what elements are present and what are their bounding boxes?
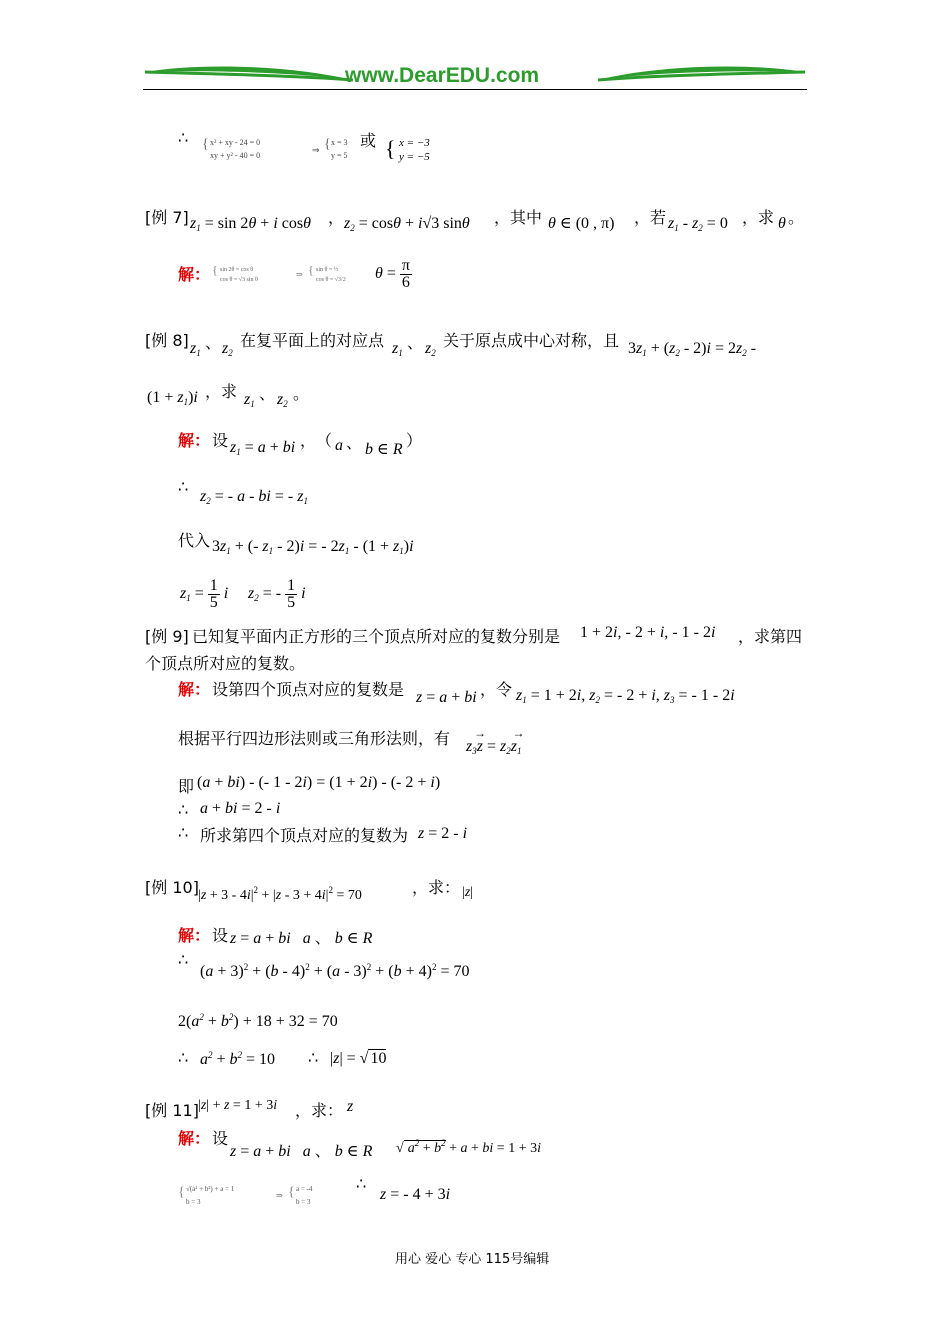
svg-text:xy + y² - 40 = 0: xy + y² - 40 = 0 — [210, 151, 261, 160]
ex7-label: [例 7] — [145, 208, 189, 227]
ex10-therefore-3: ∴ — [308, 1048, 319, 1067]
ex8-z1-answer: $z_1$ = $\frac{1}{5}$ i — [180, 577, 229, 611]
header-rule — [143, 89, 807, 90]
ex10-sum-squares: $a^2 + b^2 = 10$ — [200, 1050, 276, 1068]
ex11-therefore: ∴ — [356, 1174, 367, 1193]
ex8-a-var: a — [335, 437, 343, 454]
svg-text:y = 5: y = 5 — [331, 151, 348, 160]
ex8-f1-num: 1 — [209, 577, 218, 594]
ex9-rule-line: 根据平行四边形法则或三角形法则，有 — [178, 729, 451, 748]
svg-text:b = 3: b = 3 — [296, 1198, 311, 1206]
ex7-period: 。 — [788, 208, 805, 227]
ex8-equation-part1: $3z_1 + (z_2 - 2)i = 2z_2$ - — [628, 340, 757, 358]
svg-text:√(a² + b²) + a = 1: √(a² + b²) + a = 1 — [186, 1185, 235, 1193]
ex11-qiu: ，求： — [295, 1101, 344, 1120]
ex11-given: |z| + z = 1 + 3i — [198, 1098, 278, 1113]
ex7-theta-den: 6 — [401, 274, 410, 291]
ex8-dairu: 代入 — [178, 531, 211, 550]
ex9-compute: (a + bi) - (- 1 - 2i) = (1 + 2i) - (- 2 + i) — [197, 774, 441, 791]
ex7-comma: ， — [328, 208, 345, 227]
ex8-text2: 关于原点成中心对称，且 — [443, 331, 620, 350]
ex7-qiu: ，求 — [742, 208, 775, 227]
ex10-expand: $(a + 3)^2 + (b - 4)^2 + (a - 3)^2 + (b + 4)^2 = 70$ — [200, 962, 470, 980]
ex10-therefore-2: ∴ — [178, 1048, 189, 1067]
ex10-given: $|z + 3 - 4i|^2 + |z - 3 + 4i|^2 = 70$ — [198, 885, 362, 903]
svg-text:sin 2θ = cos θ: sin 2θ = cos θ — [220, 267, 254, 273]
ex9-answer: z = 2 - i — [418, 825, 468, 842]
ex7-solution-theta: θ = $\frac{\pi}{6}$ — [375, 257, 410, 291]
ex8-z2b: $z_2$ — [425, 340, 436, 358]
ex7-z2-def: $z_2 = \cos\theta + i√3$ sinθ — [344, 215, 470, 233]
ex9-ji: 即 — [178, 777, 195, 796]
ex7-qizhong: ，其中 — [494, 208, 543, 227]
ex9-text1: 已知复平面内正方形的三个顶点所对应的复数分别是 — [192, 627, 561, 646]
ex9-suoqiu: 所求第四个顶点对应的复数为 — [200, 826, 409, 845]
ex8-comma: ， — [300, 431, 317, 450]
ex8-paren-open: （ — [316, 431, 333, 450]
ex8-she: 设 — [212, 431, 229, 450]
ex10-solution-label: 解： — [178, 926, 211, 945]
svg-text:{: { — [324, 137, 331, 152]
svg-text:{: { — [385, 136, 396, 161]
footer-text: 用心 爱心 专心 115号编辑 — [395, 1252, 550, 1267]
svg-text:⇒: ⇒ — [296, 270, 303, 279]
svg-text:⇒: ⇒ — [312, 145, 320, 155]
ex8-b-in-r: b ∈ R — [365, 441, 403, 458]
or-word: 或 — [360, 131, 377, 150]
ex10-qiu: ，求： — [412, 878, 461, 897]
ex7-theta-num: π — [401, 257, 410, 274]
ex11-target: z — [347, 1098, 354, 1115]
ex7-solution-system — [212, 260, 362, 288]
svg-text:{: { — [178, 1185, 185, 1200]
therefore-symbol: ∴ — [178, 128, 189, 147]
svg-text:y = −5: y = −5 — [399, 151, 430, 163]
ex11-answer: z = - 4 + 3i — [380, 1186, 451, 1203]
ex8-dun-1: 、 — [205, 333, 222, 352]
ex11-solution-label: 解： — [178, 1129, 211, 1148]
ex8-paren-close: ） — [406, 431, 423, 450]
site-name: www.DearEDU.com — [345, 64, 540, 87]
ex8-f2-num: 1 — [287, 577, 296, 594]
ex8-target-z1: $z_1$ — [244, 391, 255, 409]
ex8-z1-assume: $z_1 = a$ + bi — [230, 439, 296, 457]
ex8-equation-part2: $(1 + z_1)i$ — [147, 389, 198, 407]
ex9-result: a + bi = 2 - i — [200, 800, 281, 817]
ex8-target-z2: $z_2$ — [277, 391, 288, 409]
ex8-z1b: $z_1$ — [392, 340, 403, 358]
ex10-therefore-1: ∴ — [178, 950, 189, 969]
ex9-she: 设第四个顶点对应的复数是 — [212, 680, 405, 699]
ex9-therefore-2: ∴ — [178, 823, 189, 842]
svg-text:{: { — [308, 263, 314, 277]
ex8-solution-label: 解： — [178, 431, 211, 450]
svg-text:x² + xy - 24 = 0: x² + xy - 24 = 0 — [210, 138, 261, 147]
ex8-z1: $z_1$ — [190, 340, 201, 358]
ex7-theta-range: θ ∈ (0 , π) — [548, 215, 615, 232]
ex8-f2-den: 5 — [287, 594, 296, 611]
ex11-she: 设 — [212, 1129, 229, 1148]
ex11-label: [例 11] — [145, 1101, 199, 1120]
ex7-theta-target: θ — [778, 215, 786, 232]
svg-text:{: { — [212, 263, 218, 277]
svg-text:cos θ = √3/2: cos θ = √3/2 — [316, 277, 346, 283]
svg-text:cos θ = √3 sin θ: cos θ = √3 sin θ — [220, 277, 258, 283]
ex8-dun-3: 、 — [259, 384, 276, 403]
ex7-z1-def: $z_1 = \sin 2\theta + i$ cosθ — [190, 215, 311, 233]
svg-text:sin θ = ½: sin θ = ½ — [316, 267, 339, 273]
svg-text:x = 3: x = 3 — [331, 138, 348, 147]
svg-text:{: { — [288, 1185, 295, 1200]
ex8-z2-answer: $z_2$ = - $\frac{1}{5}$ i — [248, 577, 306, 611]
svg-text:b = 3: b = 3 — [186, 1198, 201, 1206]
ex9-therefore-1: ∴ — [178, 800, 189, 819]
ex10-simplify: $2(a^2 + b^2) + 18 + 32 = 70$ — [178, 1012, 338, 1030]
ex9-solution-label: 解： — [178, 680, 211, 699]
ex8-qiu: ，求 — [205, 382, 238, 401]
ex9-label: [例 9] — [145, 627, 189, 646]
ex9-text3: 个顶点所对应的复数。 — [145, 654, 306, 673]
svg-text:x = −3: x = −3 — [399, 137, 430, 149]
ex9-vector-eq: → $z_3z$ = → $z_2z_1$ — [466, 738, 521, 756]
svg-text:{: { — [202, 137, 209, 152]
ex11-solution-system — [178, 1180, 338, 1210]
ex9-given-numbers: 1 + 2i, - 2 + i, - 1 - 2i — [580, 624, 716, 641]
ex10-label: [例 10] — [145, 878, 199, 897]
ex8-label: [例 8] — [145, 331, 189, 350]
ex8-z2-result: $z_2$ = - a - bi = - $z_1$ — [200, 488, 308, 506]
ex8-period: 。 — [293, 384, 310, 403]
ex9-text2: ，求第四 — [738, 627, 803, 646]
system-equations-2 — [383, 134, 483, 164]
ex7-condition: $z_1 - z_2 = 0$ — [668, 215, 728, 233]
ex8-dun-4: 、 — [346, 433, 363, 452]
ex8-z2: $z_2$ — [222, 340, 233, 358]
system-equations-1 — [200, 134, 380, 164]
ex8-text1: 在复平面上的对应点 — [240, 331, 385, 350]
svg-text:⇒: ⇒ — [276, 1191, 283, 1200]
ex9-let: $z_1 = 1 + 2i$, $z_2$ = - 2 + i, $z_3$ = - 1 - 2i — [516, 687, 735, 705]
ex8-substituted: $3z_1$ + (- $z_1 - 2)i$ = - $2z_1 - (1 + z_1)i$ — [212, 538, 414, 556]
svg-text:a = -4: a = -4 — [296, 1185, 313, 1193]
ex10-target: |z| — [462, 885, 474, 900]
ex11-equation: √ $a^2 + b^2 + a$ + bi = 1 + 3i — [396, 1138, 541, 1156]
ex11-z-assume: z = a + bi a 、 b ∈ R — [230, 1143, 373, 1160]
ex7-ruo: ，若 — [634, 208, 667, 227]
ex8-f1-den: 5 — [209, 594, 218, 611]
ex10-she: 设 — [212, 926, 229, 945]
ex7-solution-label: 解： — [178, 265, 211, 284]
ex9-ling: ，令 — [480, 680, 513, 699]
ex8-dun-2: 、 — [407, 333, 424, 352]
ex10-answer: |z| = √ 10 — [330, 1050, 387, 1067]
ex10-z-assume: z = a + bi a 、 b ∈ R — [230, 930, 373, 947]
ex8-therefore-1: ∴ — [178, 477, 189, 496]
ex9-z-assume: z = a + bi — [416, 689, 477, 706]
